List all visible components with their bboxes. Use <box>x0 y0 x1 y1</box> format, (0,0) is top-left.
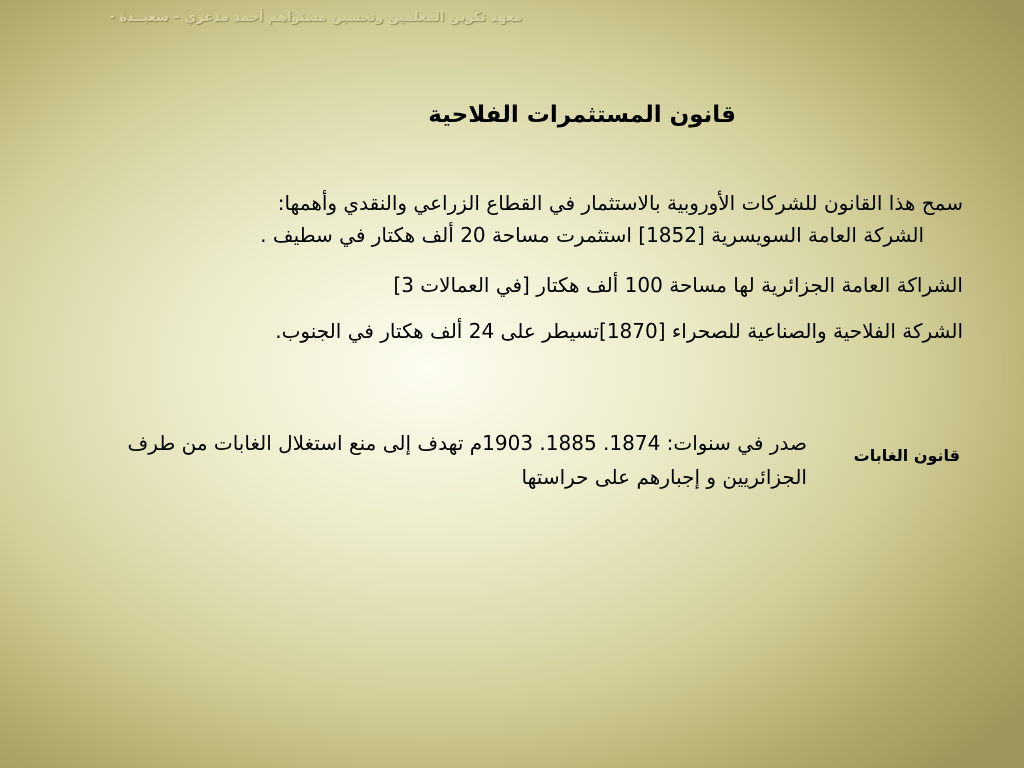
institute-header: معهد تكوين المعلمين وتحسين مستواهم أحمد مدغري – سعيــدة - <box>109 10 522 25</box>
forest-law-label: قانون الغابات <box>853 446 960 465</box>
company-item-swiss: الشركة العامة السويسرية [1852] استثمرت مساحة 20 ألف هكتار في سطيف . <box>260 223 924 247</box>
company-item-algerian: الشراكة العامة الجزائرية لها مساحة 100 ألف هكتار [في العمالات 3] <box>393 273 963 297</box>
intro-paragraph: سمح هذا القانون للشركات الأوروبية بالاستثمار في القطاع الزراعي والنقدي وأهمها: <box>277 191 963 215</box>
slide-title: قانون المستثمرات الفلاحية <box>428 102 736 128</box>
forest-law-text: صدر في سنوات: 1874. 1885. 1903م تهدف إلى منع استغلال الغابات من طرف الجزائريين و إجبارهم على حراستها <box>127 431 807 489</box>
company-item-sahara: الشركة الفلاحية والصناعية للصحراء [1870]تسيطر على 24 ألف هكتار في الجنوب. <box>275 319 963 343</box>
